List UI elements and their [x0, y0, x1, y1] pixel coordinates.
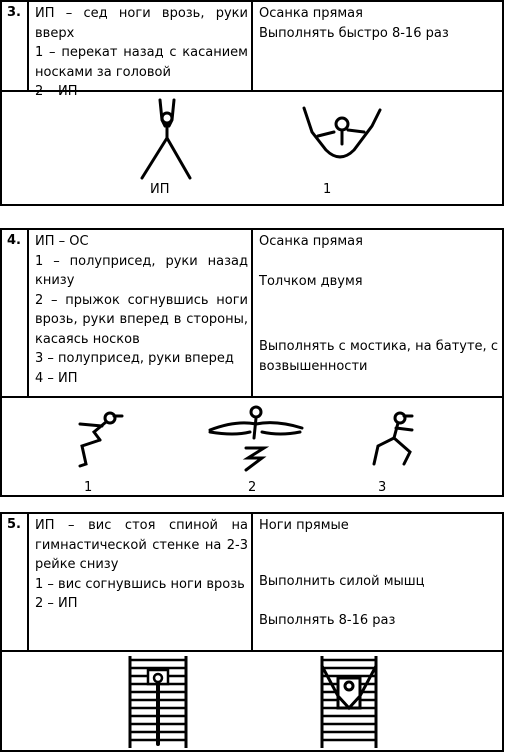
description-line: ИП – вис стоя спиной на гимнастической стенке на 2-3 рейке снизу — [35, 518, 248, 572]
description-line: 2 – ИП — [35, 84, 78, 99]
exercise-description — [31, 230, 253, 396]
figure-label: 2 — [248, 480, 257, 495]
figure-label: 3 — [378, 480, 387, 495]
figure-roll-back — [298, 102, 388, 182]
description-line: 3 – полуприсед, руки вперед — [35, 351, 234, 366]
exercise-5-table — [0, 512, 504, 752]
note-line: Толчком двумя — [259, 273, 363, 289]
exercise-number: 5. — [2, 514, 29, 650]
exercise-notes — [255, 2, 502, 43]
figure-pike-jump — [206, 402, 306, 474]
note-line: Осанка прямая — [259, 234, 363, 249]
exercise-number: 3. — [2, 2, 29, 90]
description-line: ИП – сед ноги врозь, руки вверх — [35, 6, 248, 41]
description-line: 1 – полуприсед, руки назад книзу — [35, 253, 248, 288]
note-line: Выполнить силой мышц — [259, 573, 425, 589]
note-line: Выполнять с мостика, на батуте, с возвышенности — [259, 339, 498, 374]
exercise-description — [31, 514, 253, 650]
exercise-3-table — [0, 0, 504, 206]
note-line: Осанка прямая — [259, 6, 363, 21]
exercise-3 — [0, 0, 506, 206]
note-line: Выполнять быстро 8-16 раз — [259, 25, 449, 41]
figure-label: 1 — [323, 182, 332, 197]
figure-hang-on-wall-bars — [126, 656, 190, 748]
exercise-number: 4. — [2, 230, 29, 396]
note-line: Ноги прямые — [259, 518, 349, 533]
exercise-4-table — [0, 228, 504, 497]
description-line: 2 – прыжок согнувшись ноги врозь, руки вперед в стороны, касаясь носков — [35, 292, 248, 347]
description-line: 1 – перекат назад с касанием носками за головой — [35, 45, 248, 80]
exercise-5 — [0, 512, 506, 745]
figure-label: 1 — [84, 480, 93, 495]
exercise-4 — [0, 228, 506, 497]
figure-half-squat-arms-back — [72, 410, 132, 470]
figure-seated-arms-up — [132, 98, 202, 188]
description-line: 1 – вис согнувшись ноги врозь — [35, 576, 245, 592]
exercise-notes — [255, 230, 502, 396]
figure-half-squat-arms-forward — [370, 408, 420, 470]
description-line: 2 – ИП — [35, 596, 78, 611]
description-line: 4 – ИП — [35, 370, 78, 386]
exercise-description — [31, 2, 253, 99]
figure-label: ИП — [150, 182, 170, 197]
note-line: Выполнять 8-16 раз — [259, 613, 396, 628]
figure-pike-hang-on-wall-bars — [316, 656, 382, 748]
exercise-notes — [255, 514, 502, 650]
description-line: ИП – ОС — [35, 234, 89, 249]
